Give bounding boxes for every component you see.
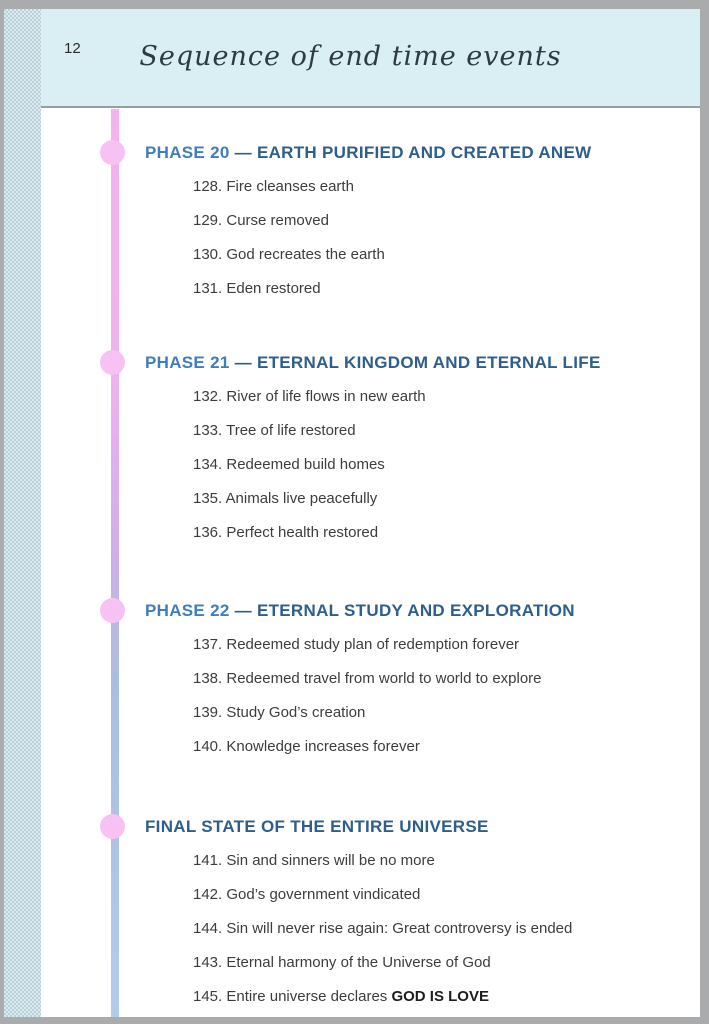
phase-section [145,142,690,313]
event-item [193,635,690,654]
event-number: 135. [193,490,223,507]
event-number: 139. [193,704,223,721]
phase-heading [145,142,690,164]
event-list [193,635,690,756]
phase-heading-text: — ETERNAL STUDY AND EXPLORATION [229,601,575,620]
page-number: 12 [64,40,81,57]
event-number: 145. [193,988,223,1005]
event-text: Sin will never rise again: Great controversy is ended [222,920,573,937]
event-item [193,851,690,870]
event-item [193,387,690,406]
event-item [193,919,690,938]
event-item [193,703,690,722]
phase-heading-text: — ETERNAL KINGDOM AND ETERNAL LIFE [229,353,601,372]
phase-section [145,600,690,771]
event-text: Sin and sinners will be no more [222,852,435,869]
event-text: Perfect health restored [222,524,379,541]
phase-section [145,816,690,1021]
event-list [193,851,690,1006]
event-number: 130. [193,246,223,263]
event-list [193,177,690,298]
event-text: Knowledge increases forever [222,738,420,755]
event-text: Eden restored [222,280,321,297]
timeline-dot-icon [100,140,125,165]
phase-heading [145,600,690,622]
phase-section [145,352,690,557]
event-number: 129. [193,212,223,229]
phase-heading [145,816,690,838]
event-item [193,523,690,542]
event-number: 138. [193,670,223,687]
timeline-line [111,109,119,1017]
event-text: Entire universe declares [222,988,392,1005]
phase-heading-text: FINAL STATE OF THE ENTIRE UNIVERSE [145,817,489,836]
phase-number-label: PHASE 22 [145,601,230,620]
event-number: 140. [193,738,223,755]
event-list [193,387,690,542]
event-item [193,211,690,230]
event-text: Animals live peacefully [222,490,378,507]
event-number: 137. [193,636,223,653]
event-item [193,737,690,756]
event-number: 144. [193,920,223,937]
event-number: 136. [193,524,223,541]
header-band [41,9,700,108]
timeline-dot-icon [100,350,125,375]
event-item [193,279,690,298]
event-number: 142. [193,886,223,903]
event-number: 143. [193,954,223,971]
event-text: Redeemed study plan of redemption forever [222,636,520,653]
event-text: Redeemed travel from world to world to explore [222,670,542,687]
event-number: 132. [193,388,223,405]
event-number: 133. [193,422,223,439]
event-text: River of life flows in new earth [222,388,426,405]
event-item [193,987,690,1006]
event-item [193,177,690,196]
event-item [193,455,690,474]
event-item [193,245,690,264]
page-title: Sequence of end time events [139,41,562,72]
timeline-dot-icon [100,814,125,839]
event-text-bold: GOD IS LOVE [391,988,489,1005]
event-item [193,885,690,904]
event-text: Fire cleanses earth [222,178,354,195]
event-item [193,953,690,972]
side-strip [4,9,41,1017]
phase-number-label: PHASE 20 [145,143,230,162]
event-number: 131. [193,280,223,297]
event-item [193,421,690,440]
event-number: 128. [193,178,223,195]
event-item [193,669,690,688]
event-text: Tree of life restored [222,422,356,439]
event-number: 134. [193,456,223,473]
event-text: Study God’s creation [222,704,366,721]
event-number: 141. [193,852,223,869]
event-text: Redeemed build homes [222,456,385,473]
event-item [193,489,690,508]
phase-heading [145,352,690,374]
event-text: God recreates the earth [222,246,385,263]
event-text: Curse removed [222,212,329,229]
timeline-dot-icon [100,598,125,623]
event-text: Eternal harmony of the Universe of God [222,954,491,971]
event-text: God’s government vindicated [222,886,421,903]
phase-number-label: PHASE 21 [145,353,230,372]
phase-heading-text: — EARTH PURIFIED AND CREATED ANEW [229,143,592,162]
